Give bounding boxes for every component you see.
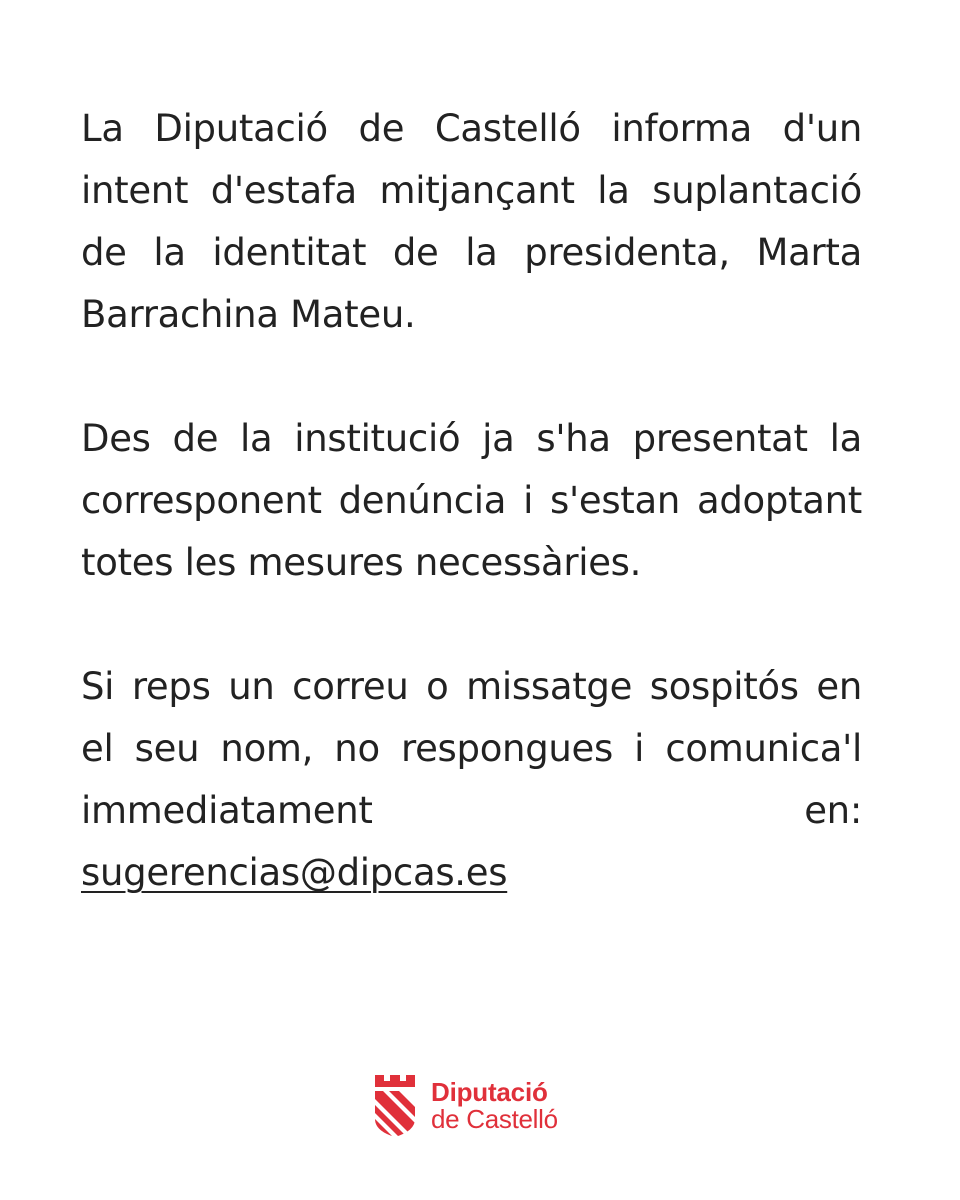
logo-subtitle: de Castelló: [431, 1104, 558, 1134]
notice-paragraph-3-text: Si reps un correu o missatge sospitós en el seu nom, no respongues i comunica'l immediatament en:: [81, 665, 862, 832]
notice-paragraph-2: Des de la institució ja s'ha presentat la corresponent denúncia i s'estan adoptant totes les mesures necessàries.: [81, 417, 862, 584]
logo-text: [431, 1079, 558, 1133]
notice-paragraph-3: [81, 656, 862, 904]
castle-crest-icon: [373, 1073, 417, 1139]
email-link[interactable]: sugerencias@dipcas.es: [81, 851, 508, 894]
notice-body: [81, 98, 862, 904]
notice-paragraph-1: La Diputació de Castelló informa d'un intent d'estafa mitjançant la suplantació de la identitat de la presidenta, Marta Barrachina Mateu.: [81, 107, 862, 336]
logo-title: Diputació: [431, 1077, 548, 1107]
diputacio-logo: [373, 1073, 558, 1139]
